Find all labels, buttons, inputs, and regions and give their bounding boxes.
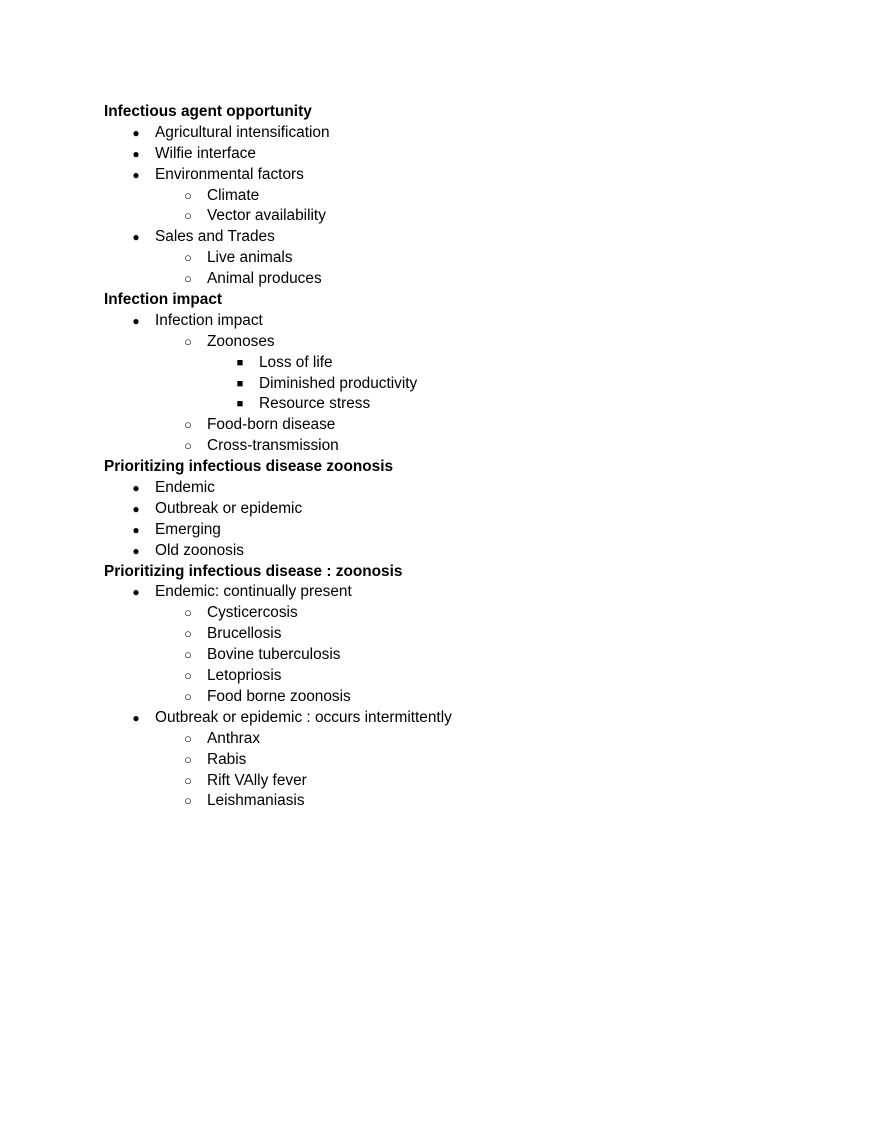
bullet-disc-icon: ● — [132, 146, 140, 161]
bullet-disc-icon: ● — [132, 710, 140, 725]
list-item-text: Anthrax — [207, 729, 261, 747]
bullet-circle-icon: ○ — [184, 271, 192, 287]
list-item-text: Brucellosis — [207, 625, 282, 643]
bullet-disc-icon: ● — [132, 230, 140, 245]
section-heading: Infectious agent opportunity — [104, 103, 312, 120]
list-item — [104, 165, 784, 186]
bullet-circle-icon: ○ — [184, 417, 192, 433]
bullet-circle-icon: ○ — [184, 187, 192, 203]
list-item-text: Cysticercosis — [207, 604, 298, 622]
list-item — [104, 541, 784, 562]
list-item — [104, 206, 784, 227]
list-item — [104, 791, 784, 812]
bullet-circle-icon: ○ — [184, 751, 192, 767]
list-item — [104, 144, 784, 165]
bullet-disc-icon: ● — [132, 481, 140, 496]
bullet-square-icon: ■ — [236, 377, 244, 390]
list-item-text: Loss of life — [259, 353, 333, 371]
list-item — [104, 603, 784, 624]
list-item-text: Live animals — [207, 249, 293, 267]
list-item — [104, 624, 784, 645]
bullet-circle-icon: ○ — [184, 793, 192, 809]
list-item-text: Rift VAlly fever — [207, 771, 307, 789]
list-item-text: Animal produces — [207, 270, 322, 288]
list-item-text: Food-born disease — [207, 416, 336, 434]
list-item — [104, 436, 784, 457]
list-item — [104, 123, 784, 144]
section-heading: Infection impact — [104, 291, 223, 309]
bullet-disc-icon: ● — [132, 313, 140, 328]
section-heading: Prioritizing infectious disease zoonosis — [104, 458, 394, 476]
list-item — [104, 666, 784, 687]
list-item — [104, 353, 784, 374]
list-item-text: Environmental factors — [155, 165, 304, 183]
bullet-circle-icon: ○ — [184, 438, 192, 454]
list-item — [104, 478, 784, 499]
bullet-circle-icon: ○ — [184, 605, 192, 621]
list-item — [104, 750, 784, 771]
list-item — [104, 708, 784, 729]
list-item-text: Bovine tuberculosis — [207, 646, 341, 664]
list-item — [104, 645, 784, 666]
bullet-disc-icon: ● — [132, 167, 140, 182]
list-item — [104, 332, 784, 353]
bullet-disc-icon: ● — [132, 543, 140, 558]
list-item-text: Agricultural intensification — [155, 123, 330, 141]
list-item-text: Zoonoses — [207, 332, 275, 350]
bullet-square-icon: ■ — [236, 356, 244, 369]
list-item — [104, 729, 784, 750]
list-item-text: Endemic: continually present — [155, 583, 352, 601]
list-item — [104, 227, 784, 248]
bullet-circle-icon: ○ — [184, 250, 192, 266]
list-item-text: Sales and Trades — [155, 228, 275, 246]
list-item-text: Old zoonosis — [155, 541, 244, 559]
bullet-circle-icon: ○ — [184, 333, 192, 349]
list-item-text: Endemic — [155, 479, 215, 497]
list-item-text: Infection impact — [155, 311, 263, 329]
section-heading: Prioritizing infectious disease : zoonosis — [104, 562, 403, 580]
list-item-text: Outbreak or epidemic : occurs intermittently — [155, 708, 452, 726]
list-item-text: Wilfie interface — [155, 144, 256, 162]
list-item — [104, 415, 784, 436]
bullet-circle-icon: ○ — [184, 730, 192, 746]
list-item — [104, 269, 784, 290]
list-item — [104, 520, 784, 541]
document-body — [104, 102, 784, 812]
bullet-disc-icon: ● — [132, 125, 140, 140]
bullet-disc-icon: ● — [132, 501, 140, 516]
bullet-circle-icon: ○ — [184, 626, 192, 642]
bullet-circle-icon: ○ — [184, 772, 192, 788]
list-item — [104, 374, 784, 395]
list-item — [104, 248, 784, 269]
bullet-circle-icon: ○ — [184, 647, 192, 663]
list-item — [104, 311, 784, 332]
list-item — [104, 771, 784, 792]
list-item-text: Cross-transmission — [207, 437, 339, 455]
list-item — [104, 687, 784, 708]
list-item-text: Rabis — [207, 750, 247, 768]
bullet-circle-icon: ○ — [184, 668, 192, 684]
bullet-circle-icon: ○ — [184, 688, 192, 704]
bullet-disc-icon: ● — [132, 585, 140, 600]
list-item-text: Emerging — [155, 520, 221, 538]
list-item — [104, 394, 784, 415]
bullet-disc-icon: ● — [132, 522, 140, 537]
list-item-text: Letopriosis — [207, 667, 282, 685]
list-item-text: Diminished productivity — [259, 374, 418, 392]
bullet-circle-icon: ○ — [184, 208, 192, 224]
list-item — [104, 582, 784, 603]
list-item-text: Outbreak or epidemic — [155, 499, 303, 517]
list-item-text: Leishmaniasis — [207, 792, 305, 810]
list-item-text: Resource stress — [259, 395, 371, 413]
list-item-text: Climate — [207, 186, 260, 204]
list-item — [104, 186, 784, 207]
list-item-text: Food borne zoonosis — [207, 687, 351, 705]
list-item — [104, 499, 784, 520]
list-item-text: Vector availability — [207, 207, 326, 225]
bullet-square-icon: ■ — [236, 398, 244, 411]
